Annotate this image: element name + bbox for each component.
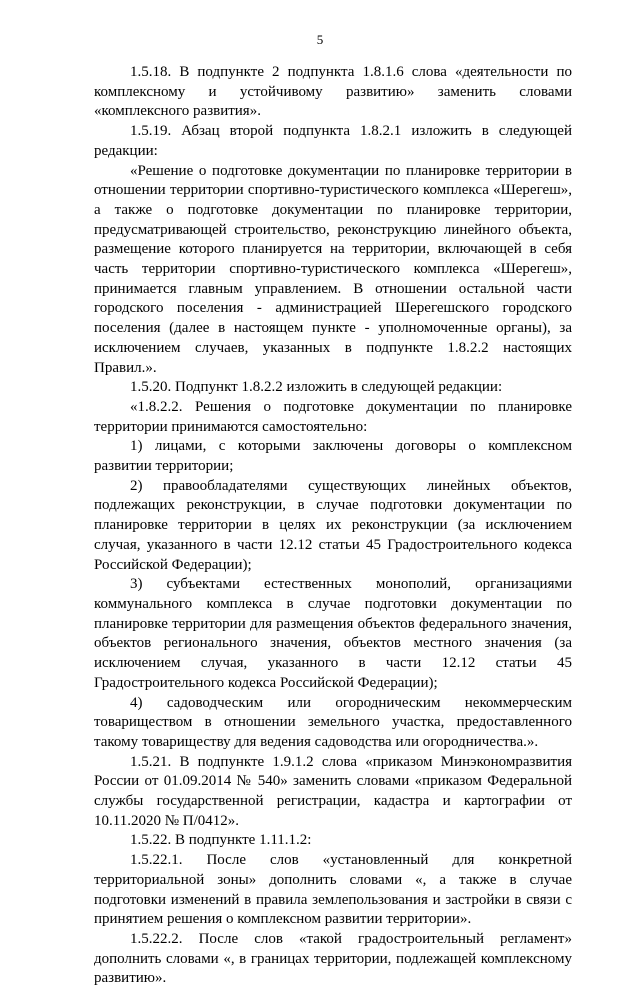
paragraph-1-5-22: 1.5.22. В подпункте 1.11.1.2:: [130, 832, 312, 849]
document-body: [94, 63, 572, 989]
paragraph-1-5-19: 1.5.19. Абзац второй подпункта 1.8.2.1 изложить в следующей редакции:: [94, 123, 572, 159]
list-item-2: 2) правообладателями существующих линейных объектов, подлежащих реконструкции, в случае подготовки документации по планировке территории в целях их реконструкции (за исключением случая, указанного в части 12.12 статьи 45 Градостроительного кодекса Российской Федерации);: [94, 477, 572, 573]
paragraph-1-5-21: 1.5.21. В подпункте 1.9.1.2 слова «приказом Минэкономразвития России от 01.09.2014 № 540» заменить словами «приказом Федеральной службы государственной регистрации, кадастра и картографии от 10.11.2020 № П/0412».: [94, 753, 572, 829]
paragraph-1-5-18: 1.5.18. В подпункте 2 подпункта 1.8.1.6 слова «деятельности по комплексному и устойчивому развитию» заменить словами «комплексного развития».: [94, 64, 572, 120]
quoted-paragraph-decision: «Решение о подготовке документации по планировке территории в отношении территории спортивно-туристического комплекса «Шерегеш», а также о подготовке документации по планировке территории, предусматривающей строительство, реконструкцию линейного объекта, размещение которого планируется на территории, включающей в себя часть территории спортивно-туристического комплекса «Шерегеш», принимается главным управлением. В отношении остальной части городского поселения - администрацией Шерегешского городского поселения (далее в настоящем пункте - уполномоченные органы), за исключением случаев, указанных в подпункте 1.8.2.2 настоящих Правил.».: [94, 162, 572, 376]
page-number: 5: [316, 32, 324, 47]
quoted-paragraph-1-8-2-2: «1.8.2.2. Решения о подготовке документации по планировке территории принимаются самостоятельно:: [94, 398, 572, 435]
paragraph-1-5-22-1: 1.5.22.1. После слов «установленный для конкретной территориальной зоны» дополнить словами «, а также в случае подготовки изменений в правила землепользования и застройки в связи с принятием решения о комплексном развитии территории».: [94, 852, 572, 928]
list-item-4: 4) садоводческим или огородническим некоммерческим товариществом в отношении земельного участка, предоставленного такому товариществу для ведения садоводства или огородничества.».: [94, 694, 572, 750]
paragraph-1-5-20: 1.5.20. Подпункт 1.8.2.2 изложить в следующей редакции:: [130, 379, 503, 396]
list-item-1: 1) лицами, с которыми заключены договоры о комплексном развитии территории;: [94, 438, 572, 475]
list-item-3: 3) субъектами естественных монополий, организациями коммунального комплекса в случае подготовки документации по планировке территории для размещения объектов федерального значения, объектов регионального значения, объектов местного значения (за исключением случая, указанного в части 12.12 статьи 45 Градостроительного кодекса Российской Федерации);: [94, 576, 572, 691]
paragraph-1-5-22-2: 1.5.22.2. После слов «такой градостроительный регламент» дополнить словами «, в границах территории, подлежащей комплексному развитию».: [94, 930, 572, 987]
